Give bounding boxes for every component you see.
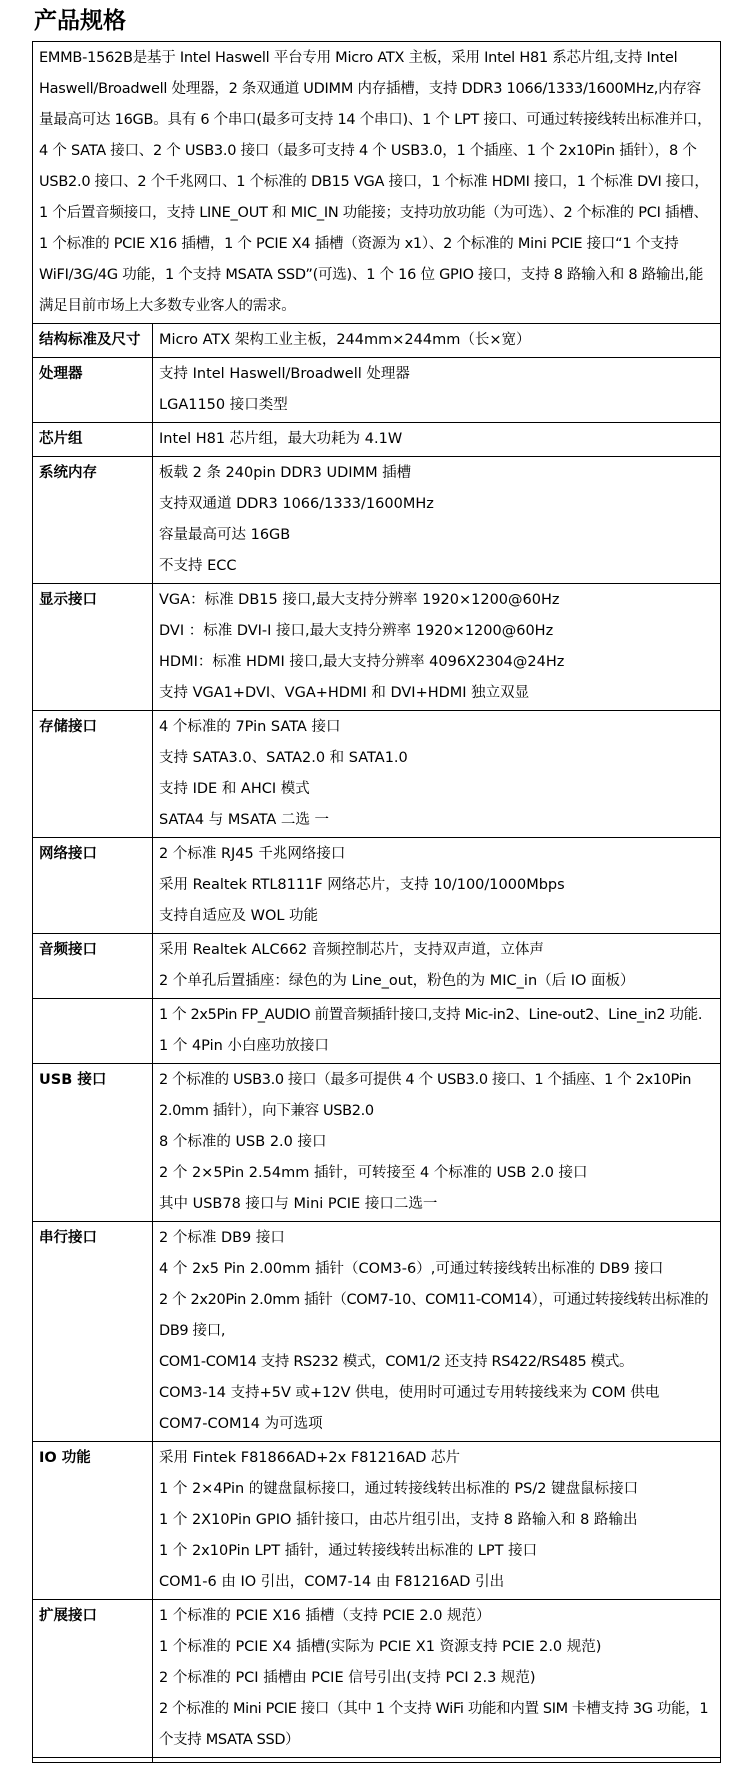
spec-row	[33, 457, 721, 584]
spec-line: COM1-6 由 IO 引出，COM7-14 由 F81216AD 引出	[159, 1574, 505, 1590]
spec-value	[153, 1442, 721, 1600]
spec-label: 串行接口	[33, 1222, 153, 1442]
spec-label: 芯片组	[33, 423, 153, 457]
spec-line: Intel H81 芯片组，最大功耗为 4.1W	[159, 431, 403, 447]
spec-line: 2 个 2x20Pin 2.0mm 插针（COM7-10、COM11-COM14），可通过转接线转出标准的 DB9 接口,	[159, 1292, 709, 1339]
spec-line: 8 个标准的 USB 2.0 接口	[159, 1134, 327, 1150]
spec-value	[153, 1600, 721, 1758]
spec-line: 1 个 2×4Pin 的键盘鼠标接口，通过转接线转出标准的 PS/2 键盘鼠标接口	[159, 1481, 639, 1497]
spec-row	[33, 1222, 721, 1442]
spec-row	[33, 324, 721, 358]
spec-row	[33, 584, 721, 711]
spec-line: VGA：标准 DB15 接口,最大支持分辨率 1920×1200@60Hz	[159, 592, 560, 608]
spec-line: 2 个标准 RJ45 千兆网络接口	[159, 846, 346, 862]
spec-line: SATA4 与 MSATA 二选 一	[159, 812, 330, 828]
spec-line: 1 个标准的 PCIE X16 插槽（支持 PCIE 2.0 规范）	[159, 1608, 491, 1624]
spec-line: 支持 Intel Haswell/Broadwell 处理器	[159, 366, 410, 382]
spec-label: 处理器	[33, 358, 153, 423]
spec-line: 1 个 2x10Pin LPT 插针，通过转接线转出标准的 LPT 接口	[159, 1543, 538, 1559]
spec-line: 4 个 2x5 Pin 2.00mm 插针（COM3-6）,可通过转接线转出标准的 DB9 接口	[159, 1261, 664, 1277]
spec-line: 其中 USB78 接口与 Mini PCIE 接口二选一	[159, 1196, 438, 1212]
spec-label: 音频接口	[33, 934, 153, 999]
spec-line: 容量最高可达 16GB	[159, 527, 291, 543]
spec-label: 结构标准及尺寸	[33, 324, 153, 358]
spec-line: 2 个标准的 PCI 插槽由 PCIE 信号引出(支持 PCI 2.3 规范)	[159, 1670, 536, 1686]
spec-value	[153, 358, 721, 423]
spec-row	[33, 1064, 721, 1222]
spec-line: COM7-COM14 为可选项	[159, 1416, 323, 1432]
spec-label: 存储接口	[33, 711, 153, 838]
spec-line: 采用 Realtek ALC662 音频控制芯片，支持双声道，立体声	[159, 942, 544, 958]
spec-line: 不支持 ECC	[159, 558, 237, 574]
spec-row	[33, 934, 721, 999]
spec-line: 采用 Fintek F81866AD+2x F81216AD 芯片	[159, 1450, 461, 1466]
spec-line: 2 个标准 DB9 接口	[159, 1230, 285, 1246]
spec-label	[33, 999, 153, 1064]
spec-value	[153, 1758, 721, 1763]
spec-line: HDMI：标准 HDMI 接口,最大支持分辨率 4096X2304@24Hz	[159, 654, 565, 670]
spec-row	[33, 999, 721, 1064]
spec-line: 2 个标准的 USB3.0 接口（最多可提供 4 个 USB3.0 接口、1 个插座、1 个 2x10Pin 2.0mm 插针），向下兼容 USB2.0	[159, 1072, 692, 1119]
spec-value	[153, 1222, 721, 1442]
spec-line: 支持自适应及 WOL 功能	[159, 908, 319, 924]
spec-line: 2 个单孔后置插座：绿色的为 Line_out，粉色的为 MIC_in（后 IO 面板）	[159, 973, 635, 989]
spec-line: 板载 2 条 240pin DDR3 UDIMM 插槽	[159, 465, 412, 481]
spec-line: Micro ATX 架构工业主板，244mm×244mm（长×宽）	[159, 332, 531, 348]
spec-value	[153, 423, 721, 457]
spec-line: 1 个 2X10Pin GPIO 插针接口，由芯片组引出，支持 8 路输入和 8 路输出	[159, 1512, 638, 1528]
spec-line: LGA1150 接口类型	[159, 397, 288, 413]
spec-line: COM3-14 支持+5V 或+12V 供电，使用时可通过专用转接线来为 COM 供电	[159, 1385, 660, 1401]
spec-row	[33, 1600, 721, 1758]
spec-value	[153, 457, 721, 584]
spec-line: 1 个标准的 PCIE X4 插槽(实际为 PCIE X1 资源支持 PCIE 2.0 规范)	[159, 1639, 602, 1655]
spec-label: 显示接口	[33, 584, 153, 711]
spec-value	[153, 999, 721, 1064]
spec-row-partial	[33, 1758, 721, 1763]
spec-line: 采用 Realtek RTL8111F 网络芯片，支持 10/100/1000Mbps	[159, 877, 565, 893]
spec-row	[33, 423, 721, 457]
spec-line: 1 个 4Pin 小白座功放接口	[159, 1038, 329, 1054]
spec-label: 系统内存	[33, 457, 153, 584]
page-title: 产品规格	[34, 8, 126, 34]
spec-label: IO 功能	[33, 1442, 153, 1600]
spec-line: 1 个 2x5Pin FP_AUDIO 前置音频插针接口,支持 Mic-in2、Line-out2、Line_in2 功能.	[159, 1007, 703, 1023]
spec-row	[33, 358, 721, 423]
spec-value	[153, 711, 721, 838]
spec-label	[33, 1758, 153, 1763]
spec-line: DVI ：标准 DVI-I 接口,最大支持分辨率 1920×1200@60Hz	[159, 623, 554, 639]
intro-row	[33, 42, 721, 324]
spec-line: COM1-COM14 支持 RS232 模式，COM1/2 还支持 RS422/RS485 模式。	[159, 1354, 634, 1370]
spec-value	[153, 324, 721, 358]
spec-line: 支持 SATA3.0、SATA2.0 和 SATA1.0	[159, 750, 408, 766]
spec-value	[153, 838, 721, 934]
spec-row	[33, 1442, 721, 1600]
spec-line: 支持 IDE 和 AHCI 模式	[159, 781, 310, 797]
spec-label: 扩展接口	[33, 1600, 153, 1758]
spec-value	[153, 1064, 721, 1222]
spec-table	[32, 41, 721, 1763]
spec-row	[33, 838, 721, 934]
spec-line: 支持双通道 DDR3 1066/1333/1600MHz	[159, 496, 434, 512]
spec-line: 2 个 2×5Pin 2.54mm 插针，可转接至 4 个标准的 USB 2.0 接口	[159, 1165, 588, 1181]
spec-label: 网络接口	[33, 838, 153, 934]
spec-line: 2 个标准的 Mini PCIE 接口（其中 1 个支持 WiFi 功能和内置 SIM 卡槽支持 3G 功能，1 个支持 MSATA SSD）	[159, 1701, 709, 1748]
spec-label: USB 接口	[33, 1064, 153, 1222]
spec-line: 4 个标准的 7Pin SATA 接口	[159, 719, 341, 735]
spec-line: 支持 VGA1+DVI、VGA+HDMI 和 DVI+HDMI 独立双显	[159, 685, 530, 701]
spec-row	[33, 711, 721, 838]
intro-text: EMMB-1562B是基于 Intel Haswell 平台专用 Micro ATX 主板，采用 Intel H81 系芯片组,支持 Intel Haswell/Broadwell 处理器，2 条双通道 UDIMM 内存插槽，支持 DDR3 1066/1333/1600MHz,内存容量最高可达 16GB。具有 6 个串口(最多可支持 14 个串口)、1 个 LPT 接口、可通过转接线转出标准并口，4 个 SATA 接口、2 个 USB3.0 接口（最多可支持 4 个 USB3.0，1 个插座、1 个 2x10Pin 插针），8 个 USB2.0 接口、2 个千兆网口、1 个标准的 DB15 VGA 接口，1 个标准 HDMI 接口，1 个标准 DVI 接口，1 个后置音频接口，支持 LINE_OUT 和 MIC_IN 功能接；支持功放功能（为可选）、2 个标准的 PCI 插槽、1 个标准的 PCIE X16 插槽，1 个 PCIE X4 插槽（资源为 x1）、2 个标准的 Mini PCIE 接口“1 个支持 WiFI/3G/4G 功能，1 个支持 MSATA SSD”(可选)、1 个 16 位 GPIO 接口，支持 8 路输入和 8 路输出,能满足目前市场上大多数专业客人的需求。	[33, 42, 721, 324]
spec-value	[153, 934, 721, 999]
spec-value	[153, 584, 721, 711]
